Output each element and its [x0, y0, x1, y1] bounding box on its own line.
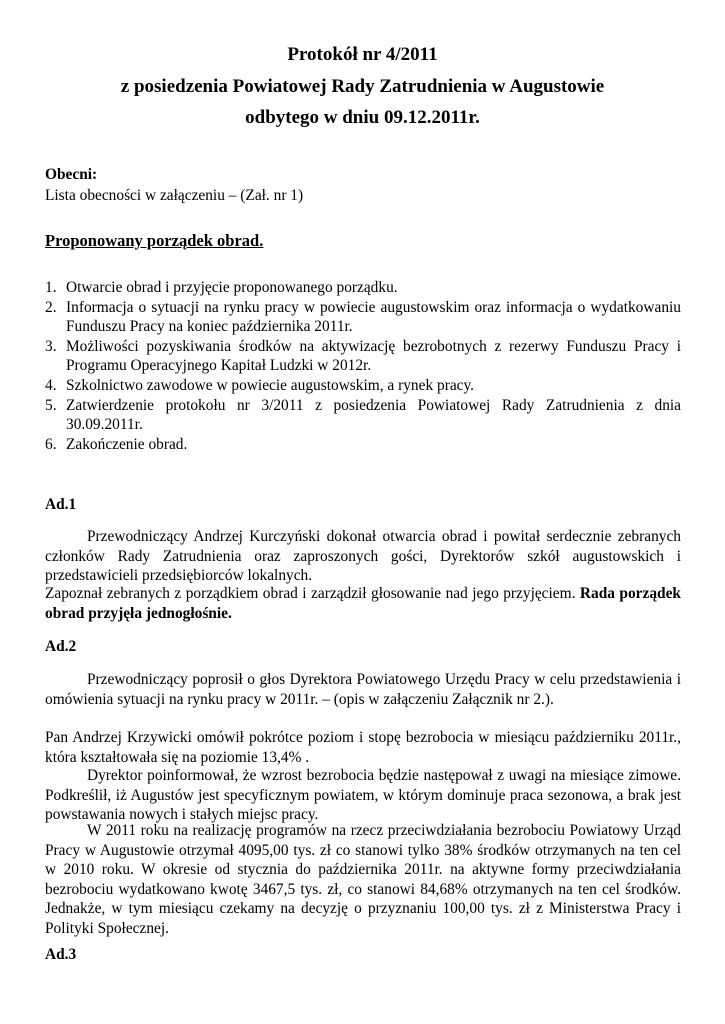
- ad1-heading: Ad.1: [45, 496, 77, 513]
- protocol-date: odbytego w dniu 09.12.2011r.: [245, 107, 480, 128]
- protocol-subtitle: z posiedzenia Powiatowej Rady Zatrudnienia w Augustowie: [120, 76, 605, 97]
- agenda-item-text: Zatwierdzenie protokołu nr 3/2011 z posiedzenia Powiatowej Rady Zatrudnienia z dnia 30.09.2011r.: [66, 396, 681, 434]
- agenda-item: [45, 298, 681, 337]
- agenda-item: [45, 435, 681, 455]
- agenda-item-text: Informacja o sytuacji na rynku pracy w powiecie augustowskim oraz informacja o wydatkowaniu Funduszu Pracy na koniec października 2011r.: [66, 298, 681, 336]
- ad2-heading: Ad.2: [45, 638, 77, 655]
- ad2-paragraph-3: Dyrektor poinformował, że wzrost bezrobocia będzie następował z uwagi na miesiące zimowe. Podkreślił, iż Augustów jest specyficznym powiatem, w którym dominuje praca sezonowa, a brak jest powstawania nowych i stałych miejsc pracy.: [45, 767, 681, 824]
- ad2-paragraph-1: Przewodniczący poprosił o głos Dyrektora Powiatowego Urzędu Pracy w celu przedstawienia i omówienia sytuacji na rynku pracy w 2011r. – (opis w załączeniu Załącznik nr 2.).: [45, 671, 681, 708]
- agenda-item: [45, 376, 681, 396]
- ad2-paragraph-2: Pan Andrzej Krzywicki omówił pokrótce poziom i stopę bezrobocia w miesiącu październiku 2011r., która kształtowała się na poziomie 13,4% .: [45, 729, 681, 766]
- ad1-resolution: Rada porządek obrad przyjęła jednogłośnie.: [45, 585, 681, 622]
- agenda-item-number: 1.: [45, 279, 57, 296]
- agenda-title: Proponowany porządek obrad.: [45, 231, 264, 250]
- agenda-item-number: 2.: [45, 298, 57, 316]
- ad1-paragraph-2: [45, 584, 681, 623]
- agenda-list: [45, 278, 681, 454]
- agenda-item-number: 6.: [45, 435, 57, 453]
- ad1-paragraph-2-text: Zapoznał zebranych z porządkiem obrad i zarządził głosowanie nad jego przyjęciem.: [45, 585, 580, 602]
- ad2-paragraph-4: W 2011 roku na realizację programów na rzecz przeciwdziałania bezrobociu Powiatowy Urząd Pracy w Augustowie otrzymał 4095,00 tys. zł co stanowi tylko 38% środków otrzymanych na ten cel w 2010 roku. W okresie od stycznia do października 2011r. na aktywne formy przeciwdziałania bezrobociu wydatkowano kwotę 3467,5 tys. zł, co stanowi 84,68% otrzymanych na ten cel środków. Jednakże, w tym miesiącu czekamy na decyzję o przyznaniu 100,00 tys. zł z Ministerstwa Pracy i Polityki Społecznej.: [45, 822, 681, 937]
- agenda-item: [45, 278, 681, 298]
- protocol-title: Protokół nr 4/2011: [287, 44, 438, 65]
- agenda-item-number: 4.: [45, 376, 57, 394]
- ad3-heading: Ad.3: [45, 946, 77, 963]
- agenda-item-number: 3.: [45, 337, 57, 355]
- agenda-item: [45, 396, 681, 435]
- agenda-item-text: Otwarcie obrad i przyjęcie proponowanego porządku.: [66, 279, 398, 296]
- agenda-item-number: 5.: [45, 396, 57, 414]
- agenda-item-text: Szkolnictwo zawodowe w powiecie augustowskim, a rynek pracy.: [66, 376, 475, 394]
- attendance-label: Obecni:: [45, 166, 98, 183]
- ad1-paragraph-1: Przewodniczący Andrzej Kurczyński dokonał otwarcia obrad i powitał serdecznie zebranych członków Rady Zatrudnienia oraz zaproszonych gości, Dyrektorów szkół augustowskich i przedstawicieli przedsiębiorców lokalnych.: [45, 528, 681, 585]
- agenda-item-text: Zakończenie obrad.: [66, 435, 188, 453]
- attendance-text: Lista obecności w załączeniu – (Zał. nr 1): [45, 187, 304, 204]
- agenda-item-text: Możliwości pozyskiwania środków na aktywizację bezrobotnych z rezerwy Funduszu Pracy i Programu Operacyjnego Kapitał Ludzki w 2012r.: [66, 337, 681, 375]
- agenda-item: [45, 337, 681, 376]
